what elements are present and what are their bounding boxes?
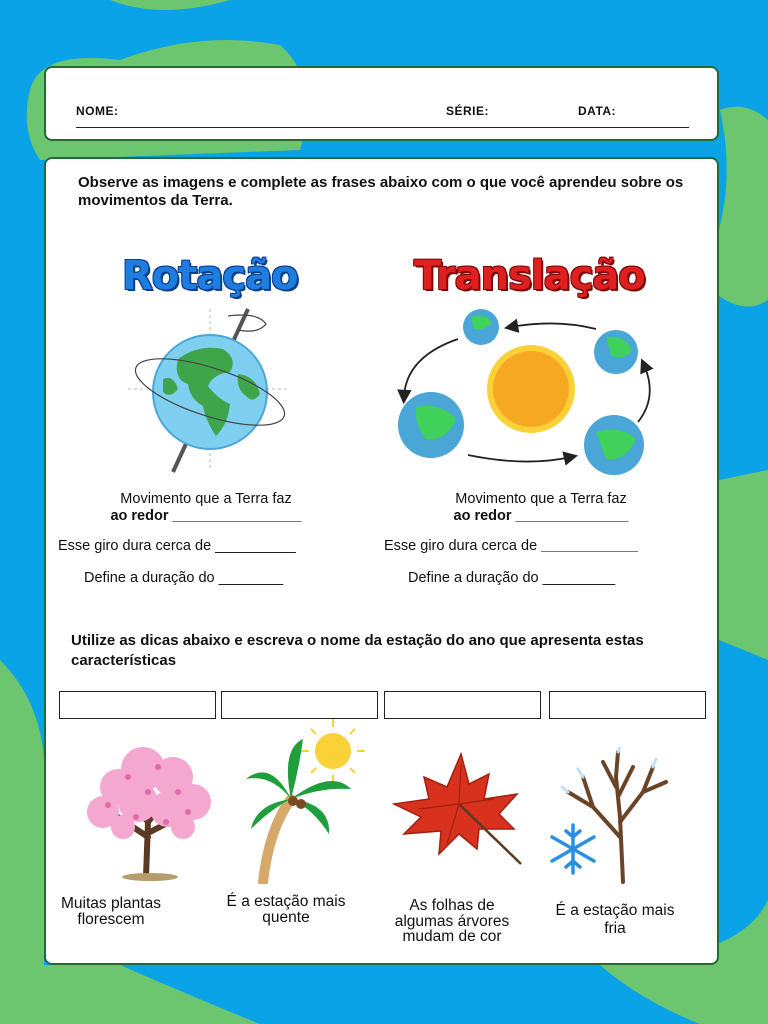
translation-line-4: Define a duração do _________ [408, 570, 616, 586]
translation-title: Translação [414, 253, 645, 299]
translation-line-2: ao redor ______________ [453, 508, 629, 524]
rotation-line-3: Esse giro dura cerca de __________ [58, 538, 296, 554]
blossom-tree-icon [78, 737, 223, 882]
season-answer-box-2[interactable] [221, 691, 378, 719]
rotating-earth-illustration [118, 304, 293, 474]
maple-leaf-icon [389, 749, 524, 869]
sun-icon [301, 719, 365, 783]
header-card [44, 66, 719, 141]
rotation-title: Rotação [122, 253, 298, 299]
palm-tree-sun-icon [241, 719, 371, 884]
season-caption-3: As folhas de algumas árvores mudam de cor [394, 897, 510, 945]
grade-label: SÉRIE: [446, 104, 490, 118]
season-answer-box-3[interactable] [384, 691, 541, 719]
earth-orbit-illustration [396, 307, 666, 477]
movements-instruction: Observe as imagens e complete as frases abaixo com o que você aprendeu sobre os movimentos da Terra. [78, 174, 684, 209]
season-caption-2: É a estação mais quente [226, 893, 346, 926]
season-answer-box-4[interactable] [549, 691, 706, 719]
translation-line-1: Movimento que a Terra faz [455, 491, 627, 507]
date-label: DATA: [578, 104, 617, 118]
worksheet-card [44, 157, 719, 965]
season-caption-4: É a estação mais fria [555, 902, 675, 937]
season-caption-1: Muitas plantas florescem [61, 895, 161, 928]
rotation-line-1: Movimento que a Terra faz [120, 491, 292, 507]
rotation-line-4: Define a duração do ________ [84, 570, 284, 586]
snowflake-icon [552, 825, 594, 873]
translation-line-3: Esse giro dura cerca de [384, 538, 542, 554]
season-answer-box-1[interactable] [59, 691, 216, 719]
bare-tree-snowflake-icon [548, 747, 678, 887]
header-underline [76, 127, 689, 128]
seasons-instruction: Utilize as dicas abaixo e escreva o nome da estação do ano que apresenta estas características [71, 632, 644, 669]
sun-icon [487, 345, 575, 433]
rotation-line-2: ao redor ________________ [110, 508, 302, 524]
translation-line-3-blank: ____________ [541, 538, 638, 554]
earth-icon [463, 309, 499, 345]
name-label: NOME: [76, 104, 119, 118]
